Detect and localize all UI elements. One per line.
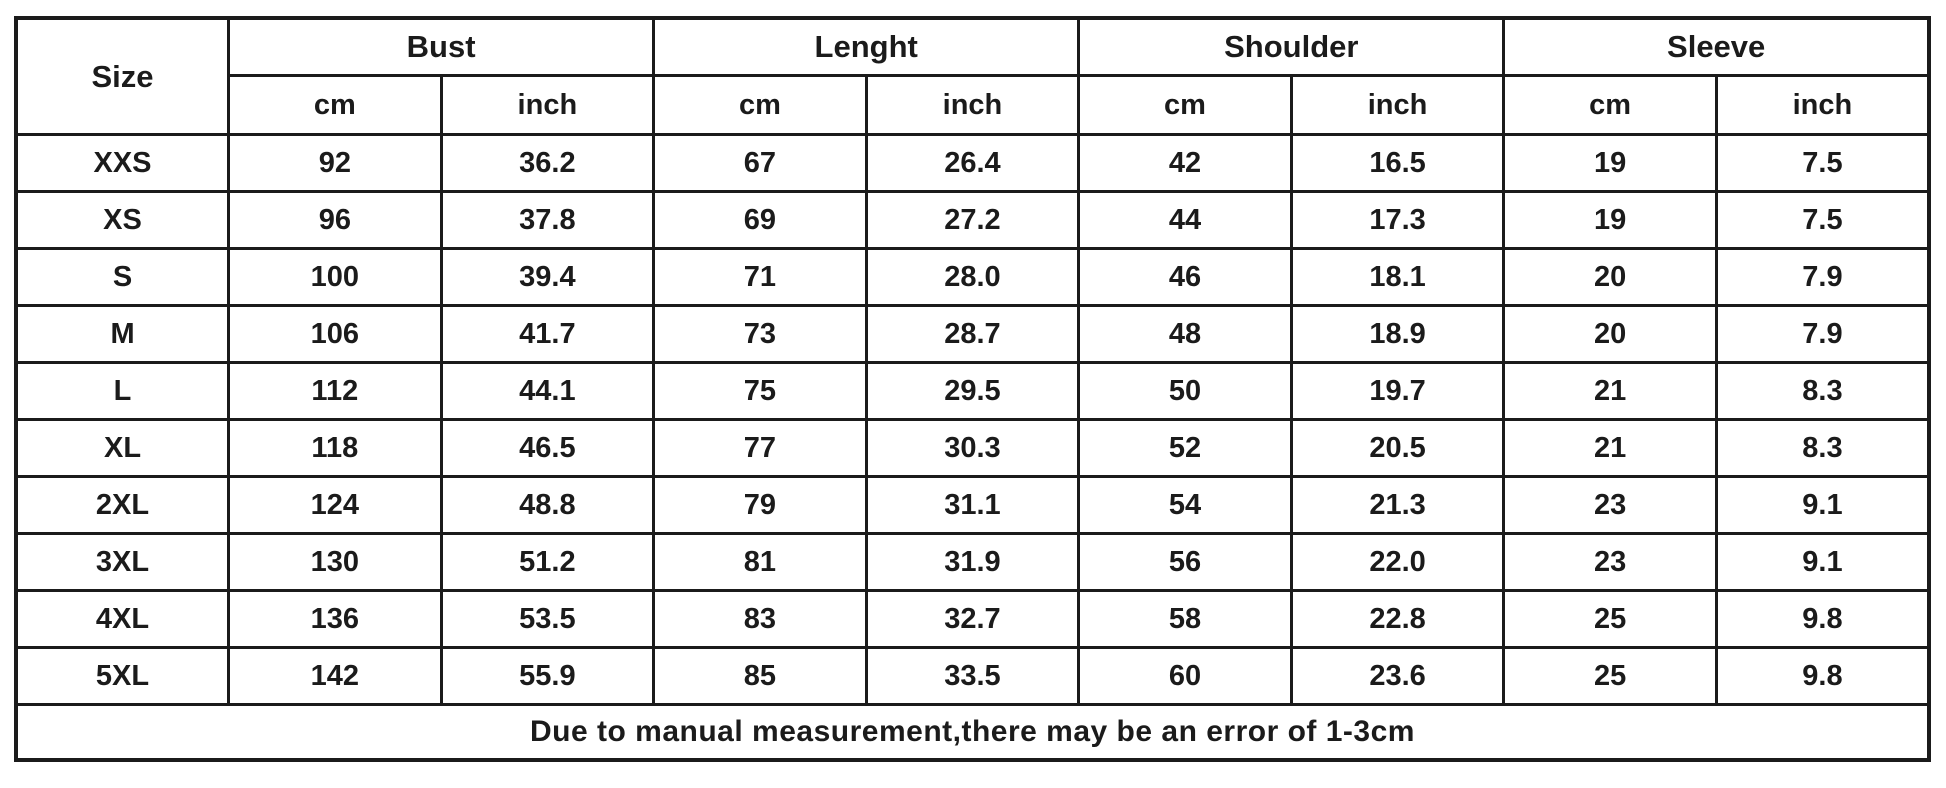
cell-lenght-cm: 79	[654, 477, 867, 534]
cell-bust-cm: 92	[229, 135, 442, 192]
cell-lenght-inch: 31.9	[866, 534, 1079, 591]
cell-lenght-inch: 32.7	[866, 591, 1079, 648]
cell-lenght-cm: 67	[654, 135, 867, 192]
cell-bust-inch: 55.9	[441, 648, 654, 705]
size-chart-table	[14, 16, 1931, 762]
cell-lenght-cm: 81	[654, 534, 867, 591]
size-row-label: 2XL	[16, 477, 229, 534]
cell-lenght-cm: 83	[654, 591, 867, 648]
cell-bust-cm: 136	[229, 591, 442, 648]
cell-bust-cm: 112	[229, 363, 442, 420]
cell-shoulder-cm: 52	[1079, 420, 1292, 477]
cell-shoulder-inch: 18.9	[1291, 306, 1504, 363]
note-row	[16, 705, 1929, 761]
cell-shoulder-cm: 42	[1079, 135, 1292, 192]
cell-sleeve-inch: 9.8	[1716, 591, 1929, 648]
measurement-note: Due to manual measurement,there may be an error of 1-3cm	[16, 705, 1929, 761]
cell-sleeve-inch: 8.3	[1716, 420, 1929, 477]
group-header-shoulder: Shoulder	[1079, 18, 1504, 76]
cell-shoulder-inch: 18.1	[1291, 249, 1504, 306]
cell-shoulder-inch: 16.5	[1291, 135, 1504, 192]
cell-sleeve-cm: 25	[1504, 591, 1717, 648]
cell-sleeve-cm: 21	[1504, 363, 1717, 420]
cell-shoulder-inch: 22.8	[1291, 591, 1504, 648]
cell-shoulder-cm: 50	[1079, 363, 1292, 420]
cell-lenght-cm: 75	[654, 363, 867, 420]
cell-bust-inch: 39.4	[441, 249, 654, 306]
cell-lenght-inch: 30.3	[866, 420, 1079, 477]
cell-shoulder-cm: 54	[1079, 477, 1292, 534]
cell-sleeve-inch: 7.9	[1716, 249, 1929, 306]
unit-header-shoulder-cm: cm	[1079, 76, 1292, 135]
size-column-header: Size	[16, 18, 229, 135]
unit-header-lenght-cm: cm	[654, 76, 867, 135]
size-row-label: 4XL	[16, 591, 229, 648]
cell-lenght-inch: 26.4	[866, 135, 1079, 192]
table-row-xl	[16, 420, 1929, 477]
cell-shoulder-inch: 22.0	[1291, 534, 1504, 591]
cell-bust-inch: 36.2	[441, 135, 654, 192]
cell-shoulder-cm: 48	[1079, 306, 1292, 363]
cell-sleeve-cm: 20	[1504, 306, 1717, 363]
cell-sleeve-inch: 7.9	[1716, 306, 1929, 363]
cell-lenght-inch: 27.2	[866, 192, 1079, 249]
cell-sleeve-cm: 19	[1504, 135, 1717, 192]
cell-sleeve-cm: 19	[1504, 192, 1717, 249]
cell-sleeve-cm: 25	[1504, 648, 1717, 705]
cell-lenght-cm: 71	[654, 249, 867, 306]
cell-bust-cm: 142	[229, 648, 442, 705]
cell-bust-cm: 96	[229, 192, 442, 249]
size-row-label: XXS	[16, 135, 229, 192]
unit-header-sleeve-cm: cm	[1504, 76, 1717, 135]
size-row-label: L	[16, 363, 229, 420]
group-header-sleeve: Sleeve	[1504, 18, 1929, 76]
table-row-l	[16, 363, 1929, 420]
unit-header-shoulder-inch: inch	[1291, 76, 1504, 135]
cell-bust-inch: 37.8	[441, 192, 654, 249]
group-header-row	[16, 18, 1929, 76]
cell-shoulder-inch: 20.5	[1291, 420, 1504, 477]
cell-lenght-cm: 73	[654, 306, 867, 363]
cell-sleeve-cm: 23	[1504, 477, 1717, 534]
table-row-m	[16, 306, 1929, 363]
size-row-label: 5XL	[16, 648, 229, 705]
group-header-lenght: Lenght	[654, 18, 1079, 76]
cell-bust-cm: 118	[229, 420, 442, 477]
cell-shoulder-inch: 21.3	[1291, 477, 1504, 534]
unit-header-bust-inch: inch	[441, 76, 654, 135]
cell-bust-inch: 46.5	[441, 420, 654, 477]
cell-shoulder-inch: 23.6	[1291, 648, 1504, 705]
group-header-bust: Bust	[229, 18, 654, 76]
cell-lenght-inch: 31.1	[866, 477, 1079, 534]
cell-bust-cm: 100	[229, 249, 442, 306]
cell-sleeve-inch: 7.5	[1716, 192, 1929, 249]
cell-sleeve-inch: 8.3	[1716, 363, 1929, 420]
table-row-s	[16, 249, 1929, 306]
cell-bust-inch: 41.7	[441, 306, 654, 363]
unit-header-row	[16, 76, 1929, 135]
cell-bust-cm: 124	[229, 477, 442, 534]
size-row-label: S	[16, 249, 229, 306]
table-row-2xl	[16, 477, 1929, 534]
cell-lenght-cm: 69	[654, 192, 867, 249]
cell-shoulder-cm: 56	[1079, 534, 1292, 591]
cell-bust-inch: 44.1	[441, 363, 654, 420]
cell-shoulder-cm: 60	[1079, 648, 1292, 705]
cell-lenght-inch: 28.7	[866, 306, 1079, 363]
unit-header-sleeve-inch: inch	[1716, 76, 1929, 135]
unit-header-lenght-inch: inch	[866, 76, 1079, 135]
table-row-4xl	[16, 591, 1929, 648]
cell-lenght-inch: 33.5	[866, 648, 1079, 705]
cell-sleeve-inch: 7.5	[1716, 135, 1929, 192]
cell-shoulder-cm: 46	[1079, 249, 1292, 306]
cell-shoulder-inch: 19.7	[1291, 363, 1504, 420]
cell-lenght-cm: 85	[654, 648, 867, 705]
size-row-label: M	[16, 306, 229, 363]
cell-bust-inch: 51.2	[441, 534, 654, 591]
cell-shoulder-inch: 17.3	[1291, 192, 1504, 249]
table-row-3xl	[16, 534, 1929, 591]
cell-lenght-inch: 28.0	[866, 249, 1079, 306]
cell-sleeve-cm: 23	[1504, 534, 1717, 591]
table-row-xs	[16, 192, 1929, 249]
unit-header-bust-cm: cm	[229, 76, 442, 135]
cell-sleeve-cm: 21	[1504, 420, 1717, 477]
cell-sleeve-inch: 9.1	[1716, 534, 1929, 591]
cell-bust-cm: 130	[229, 534, 442, 591]
cell-sleeve-cm: 20	[1504, 249, 1717, 306]
cell-bust-cm: 106	[229, 306, 442, 363]
cell-lenght-inch: 29.5	[866, 363, 1079, 420]
cell-sleeve-inch: 9.1	[1716, 477, 1929, 534]
cell-bust-inch: 48.8	[441, 477, 654, 534]
cell-shoulder-cm: 44	[1079, 192, 1292, 249]
size-row-label: XS	[16, 192, 229, 249]
cell-bust-inch: 53.5	[441, 591, 654, 648]
cell-lenght-cm: 77	[654, 420, 867, 477]
size-row-label: 3XL	[16, 534, 229, 591]
cell-shoulder-cm: 58	[1079, 591, 1292, 648]
cell-sleeve-inch: 9.8	[1716, 648, 1929, 705]
table-row-xxs	[16, 135, 1929, 192]
size-row-label: XL	[16, 420, 229, 477]
table-row-5xl	[16, 648, 1929, 705]
